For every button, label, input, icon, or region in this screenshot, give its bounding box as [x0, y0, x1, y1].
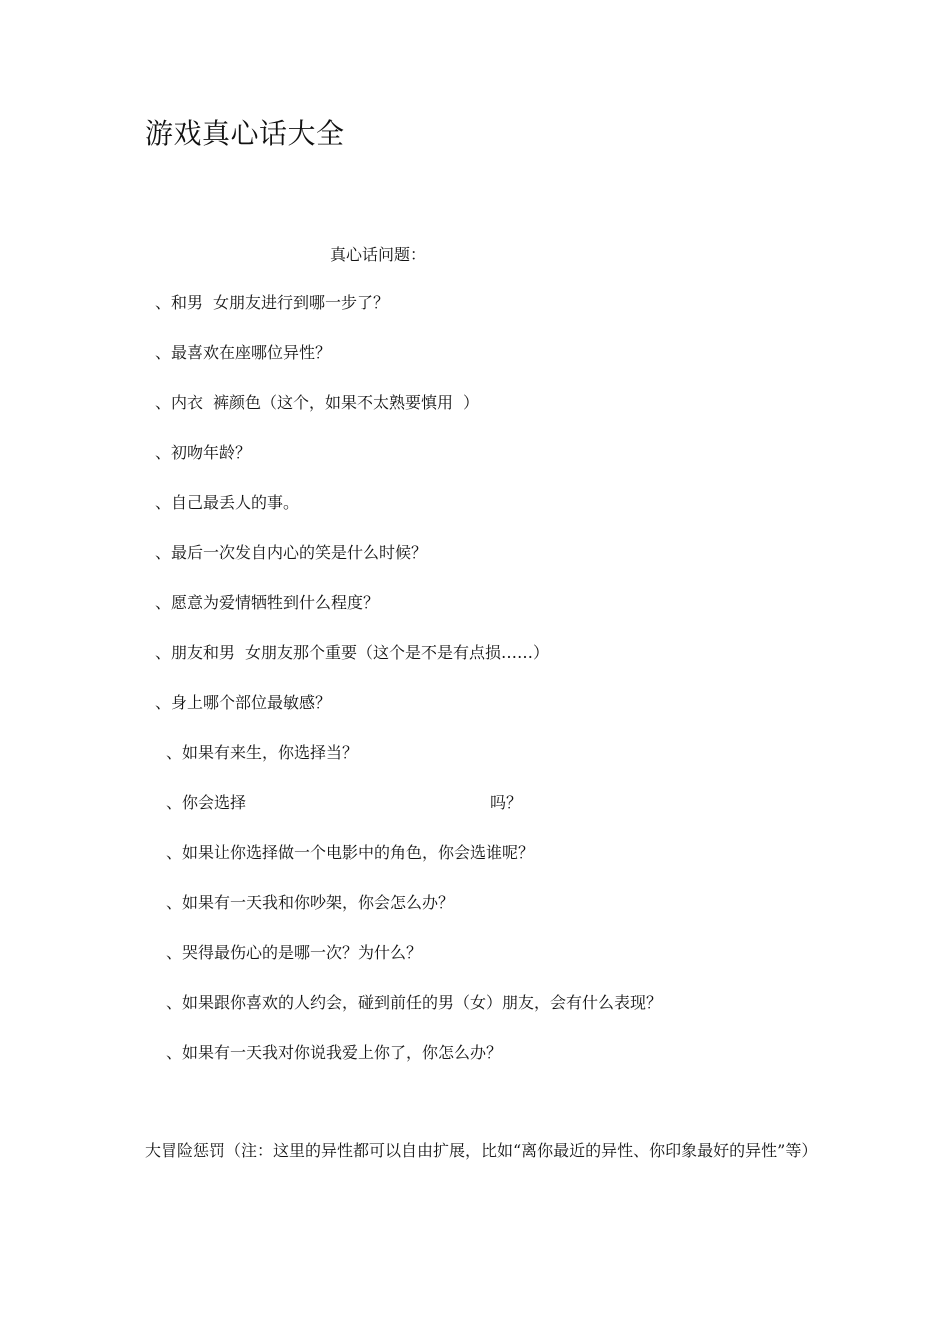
question-item: 、如果有一天我和你吵架，你会怎么办？: [166, 893, 455, 912]
question-item: 、和男 女朋友进行到哪一步了？: [155, 293, 390, 312]
question-item: 、你会选择 吗？: [166, 793, 523, 812]
question-item: 、如果让你选择做一个电影中的角色，你会选谁呢？: [166, 843, 535, 862]
question-item: 、初吻年龄？: [155, 443, 252, 462]
question-item: 、如果跟你喜欢的人约会，碰到前任的男（女）朋友，会有什么表现？: [166, 993, 663, 1012]
page-title: 游戏真心话大全: [145, 117, 345, 150]
section-heading: 真心话问题：: [330, 245, 427, 264]
question-item: 、朋友和男 女朋友那个重要（这个是不是有点损……）: [155, 643, 550, 662]
question-item: 、身上哪个部位最敏感？: [155, 693, 332, 712]
question-item: 、哭得最伤心的是哪一次？为什么？: [166, 943, 423, 962]
question-item: 、愿意为爱情牺牲到什么程度？: [155, 593, 380, 612]
question-item: 、最后一次发自内心的笑是什么时候？: [155, 543, 428, 562]
question-item: 、如果有一天我对你说我爱上你了，你怎么办？: [166, 1043, 503, 1062]
question-item: 、如果有来生，你选择当？: [166, 743, 359, 762]
question-item: 、内衣 裤颜色（这个，如果不太熟要慎用 ）: [155, 393, 480, 412]
question-item: 、最喜欢在座哪位异性？: [155, 343, 332, 362]
footer-note: 大冒险惩罚（注：这里的异性都可以自由扩展，比如“离你最近的异性、你印象最好的异性”等）: [145, 1141, 818, 1160]
question-item: 、自己最丢人的事。: [155, 493, 300, 512]
